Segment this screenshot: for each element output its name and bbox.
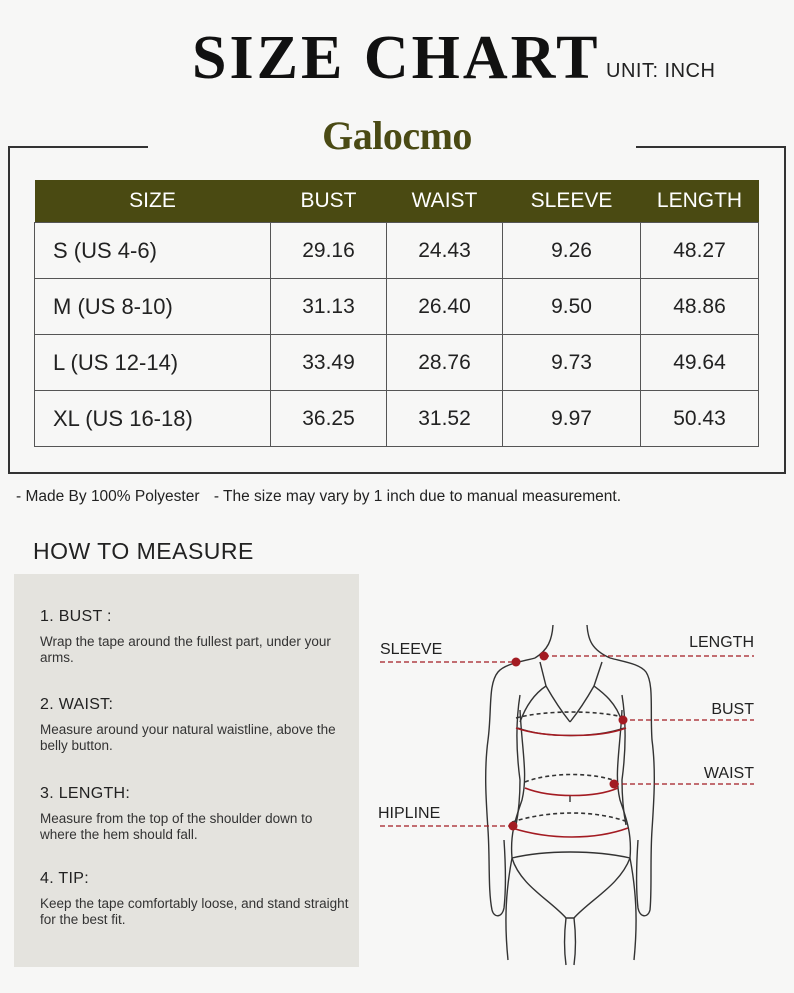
size-cell: XL (US 16-18) <box>35 391 271 447</box>
column-header-waist: WAIST <box>387 180 503 223</box>
step-tip <box>40 870 350 928</box>
page-title: SIZE CHART <box>192 24 601 92</box>
waist-point <box>610 780 619 789</box>
waist-cell: 24.43 <box>387 223 503 279</box>
waist-band-front <box>525 788 618 796</box>
column-header-size: SIZE <box>35 180 271 223</box>
length-label: LENGTH <box>689 634 754 651</box>
bust-cell: 36.25 <box>271 391 387 447</box>
step-bust <box>40 608 350 666</box>
sleeve-cell: 9.50 <box>503 279 641 335</box>
unit-label: UNIT: INCH <box>606 60 716 82</box>
sleeve-point <box>512 658 521 667</box>
material-note: - Made By 100% Polyester <box>16 488 200 505</box>
body-measurement-figure <box>370 600 770 980</box>
waist-label: WAIST <box>703 765 754 782</box>
step-text: Wrap the tape around the fullest part, under your arms. <box>40 634 331 665</box>
length-cell: 48.27 <box>641 223 759 279</box>
bust-label: BUST <box>711 701 754 718</box>
table-header-row <box>35 180 759 223</box>
length-cell: 49.64 <box>641 335 759 391</box>
sleeve-cell: 9.73 <box>503 335 641 391</box>
column-header-bust: BUST <box>271 180 387 223</box>
bust-cell: 31.13 <box>271 279 387 335</box>
bust-cell: 29.16 <box>271 223 387 279</box>
hipline-point <box>509 822 518 831</box>
step-text: Measure from the top of the shoulder down to where the hem should fall. <box>40 811 313 842</box>
step-title: 4. TIP: <box>40 870 89 887</box>
hip-band-front <box>512 828 628 837</box>
table-row <box>35 279 759 335</box>
waist-cell: 28.76 <box>387 335 503 391</box>
step-title: 3. LENGTH: <box>40 785 131 802</box>
bust-band-front <box>516 728 626 736</box>
length-cell: 48.86 <box>641 279 759 335</box>
length-point <box>540 652 549 661</box>
step-length <box>40 785 350 843</box>
how-to-measure-title: HOW TO MEASURE <box>33 538 254 564</box>
bust-point <box>619 716 628 725</box>
step-title: 2. WAIST: <box>40 696 114 713</box>
column-header-length: LENGTH <box>641 180 759 223</box>
table-row <box>35 335 759 391</box>
waist-cell: 26.40 <box>387 279 503 335</box>
column-header-sleeve: SLEEVE <box>503 180 641 223</box>
size-cell: S (US 4-6) <box>35 223 271 279</box>
waist-cell: 31.52 <box>387 391 503 447</box>
table-row <box>35 223 759 279</box>
bust-band-back <box>516 712 626 718</box>
sleeve-cell: 9.26 <box>503 223 641 279</box>
step-title: 1. BUST : <box>40 608 112 625</box>
hipline-label: HIPLINE <box>378 805 441 822</box>
step-text: Measure around your natural waistline, above the belly button. <box>40 722 336 753</box>
sleeve-cell: 9.97 <box>503 391 641 447</box>
sleeve-label: SLEEVE <box>380 641 443 658</box>
size-cell: M (US 8-10) <box>35 279 271 335</box>
leader-lines <box>380 656 754 826</box>
size-cell: L (US 12-14) <box>35 335 271 391</box>
step-waist <box>40 696 350 754</box>
bust-cell: 33.49 <box>271 335 387 391</box>
brand-logo-text: Galocmo <box>322 113 472 158</box>
hip-band-back <box>512 813 628 822</box>
table-row <box>35 391 759 447</box>
instructions-panel <box>14 574 359 967</box>
variance-note: - The size may vary by 1 inch due to manual measurement. <box>213 488 622 505</box>
measurement-points <box>509 652 628 831</box>
size-chart-table <box>34 180 759 447</box>
waist-band-back <box>525 775 618 783</box>
step-text: Keep the tape comfortably loose, and stand straight for the best fit. <box>40 896 349 927</box>
length-cell: 50.43 <box>641 391 759 447</box>
notes-line <box>16 488 631 506</box>
